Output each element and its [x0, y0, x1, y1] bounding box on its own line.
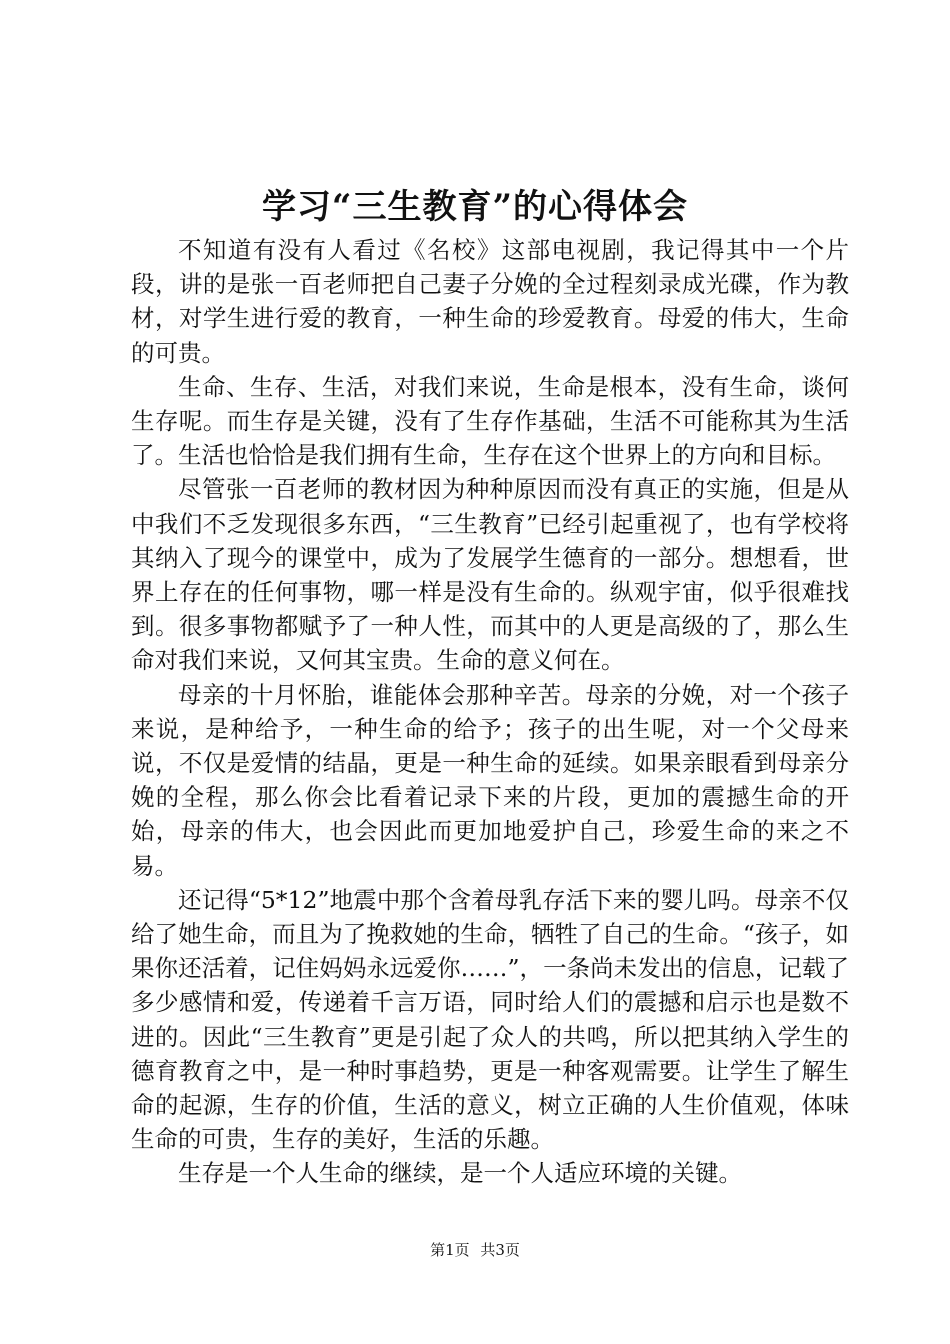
page-total: 共3页: [480, 1241, 520, 1259]
document-title: 学习“三生教育”的心得体会: [261, 187, 689, 227]
page-footer: [0, 1240, 950, 1260]
paragraph-1: 不知道有没有人看过《名校》这部电视剧，我记得其中一个片段，讲的是张一百老师把自己妻子分娩的全过程刻录成光碟，作为教材，对学生进行爱的教育，一种生命的珍爱教育。母爱的伟大，生命的可贵。: [131, 236, 849, 367]
document-body: [131, 233, 849, 1191]
paragraph-3: 尽管张一百老师的教材因为种种原因而没有真正的实施，但是从中我们不乏发现很多东西，“三生教育”已经引起重视了，也有学校将其纳入了现今的课堂中，成为了发展学生德育的一部分。想想看，世界上存在的任何事物，哪一样是没有生命的。纵观宇宙，似乎很难找到。很多事物都赋予了一种人性，而其中的人更是高级的了，那么生命对我们来说，又何其宝贵。生命的意义何在。: [131, 475, 849, 675]
paragraph-5: 还记得“5*12”地震中那个含着母乳存活下来的婴儿吗。母亲不仅给了她生命，而且为了挽救她的生命，牺牲了自己的生命。“孩子，如果你还活着，记住妈妈永远爱你……”，一条尚未发出的信息，记载了多少感情和爱，传递着千言万语，同时给人们的震撼和启示也是数不进的。因此“三生教育”更是引起了众人的共鸣，所以把其纳入学生的德育教育之中，是一种时事趋势，更是一种客观需要。让学生了解生命的起源，生存的价值，生活的意义，树立正确的人生价值观，体味生命的可贵，生存的美好，生活的乐趣。: [131, 885, 849, 1154]
paragraph-4: 母亲的十月怀胎，谁能体会那种辛苦。母亲的分娩，对一个孩子来说，是种给予，一种生命的给予；孩子的出生呢，对一个父母来说，不仅是爱情的结晶，更是一种生命的延续。如果亲眼看到母亲分娩的全程，那么你会比看着记录下来的片段，更加的震撼生命的开始，母亲的伟大，也会因此而更加地爱护自己，珍爱生命的来之不易。: [131, 680, 849, 880]
paragraph-6: 生存是一个人生命的继续，是一个人适应环境的关键。: [178, 1159, 742, 1188]
page-number: 第1页: [430, 1241, 470, 1259]
paragraph-2: 生命、生存、生活，对我们来说，生命是根本，没有生命，谈何生存呢。而生存是关键，没有了生存作基础，生活不可能称其为生活了。生活也恰恰是我们拥有生命，生存在这个世界上的方向和目标。: [131, 372, 849, 470]
